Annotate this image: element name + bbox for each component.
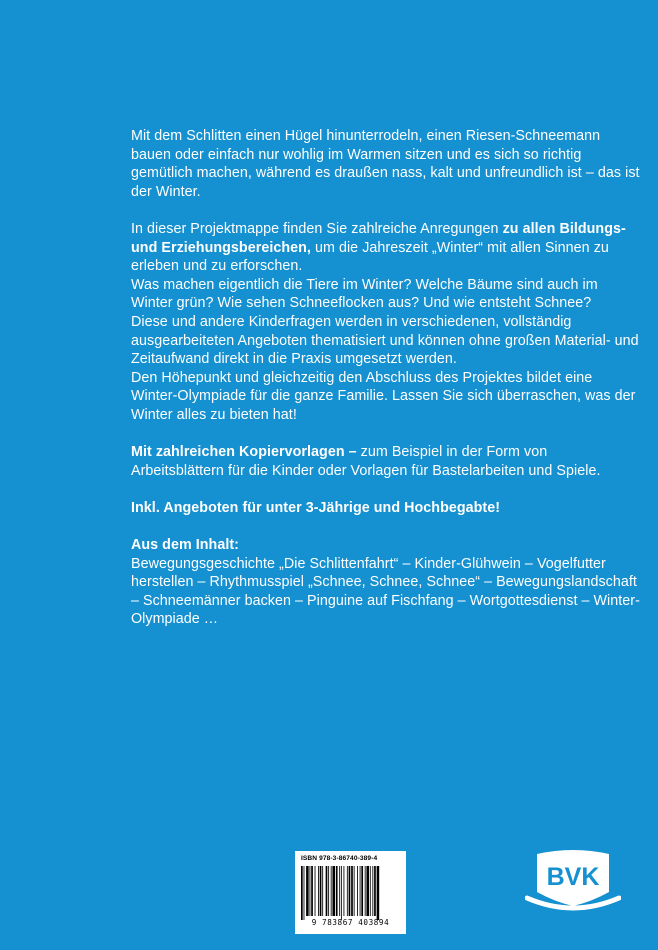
barcode-icon	[301, 866, 400, 920]
project-paragraph	[131, 220, 641, 276]
project-lead: In dieser Projektmappe finden Sie zahlreiche Anregungen	[131, 220, 503, 237]
templates-paragraph	[131, 443, 641, 480]
highlight-paragraph: Den Höhepunkt und gleichzeitig den Abschluss des Projektes bildet eine Winter-Olympiade für die ganze Familie. Lassen Sie sich überraschen, was der Winter alles zu bieten hat!	[131, 369, 636, 423]
project-lead-bold: zu allen Bildungs- und Erziehungsbereichen,	[131, 220, 626, 256]
contents-heading: Aus dem Inhalt:	[131, 537, 239, 554]
offers-paragraph: Diese und andere Kinderfragen werden in verschiedenen, vollständig ausgearbeiteten Angeboten thematisiert und können ohne großen Material- und Zeitaufwand direkt in die Praxis umgesetzt werden.	[131, 313, 639, 368]
intro-paragraph: Mit dem Schlitten einen Hügel hinunterrodeln, einen Riesen-Schneemann bauen oder einfach nur wohlig im Warmen sitzen und es sich so richtig gemütlich machen, während es draußen nass, kalt und unfreundlich ist – das ist der Winter.	[131, 128, 640, 200]
barcode-digits: 9 783867 403894	[311, 918, 390, 927]
included-note: Inkl. Angeboten für unter 3-Jährige und Hochbegabte!	[131, 499, 501, 516]
templates-rest: zum Beispiel in der Form von Arbeitsblättern für die Kinder oder Vorlagen für Bastelarbeiten und Spiele.	[131, 444, 601, 479]
isbn-barcode	[295, 851, 406, 934]
isbn-label: ISBN 978-3-86740-389-4	[301, 855, 378, 862]
questions-paragraph: Was machen eigentlich die Tiere im Winter? Welche Bäume sind auch im Winter grün? Wie sehen Schneeflocken aus? Und wie entsteht Schnee?	[131, 276, 598, 312]
blurb-text	[131, 127, 641, 629]
project-lead-rest: um die Jahreszeit „Winter“ mit allen Sinnen zu erleben und zu erforschen.	[131, 239, 609, 275]
bvk-logo	[525, 848, 621, 914]
templates-bold: Mit zahlreichen Kopiervorlagen –	[131, 444, 357, 461]
contents-list: Bewegungsgeschichte „Die Schlittenfahrt“ – Kinder-Glühwein – Vogelfutter herstellen – Rhythmusspiel „Schnee, Schnee, Schnee“ – Bewegungslandschaft – Schneemänner backen – Pinguine auf Fischfang – Wortgottesdienst – Winter-Olympiade …	[131, 555, 640, 628]
logo-text: BVK	[546, 863, 600, 891]
